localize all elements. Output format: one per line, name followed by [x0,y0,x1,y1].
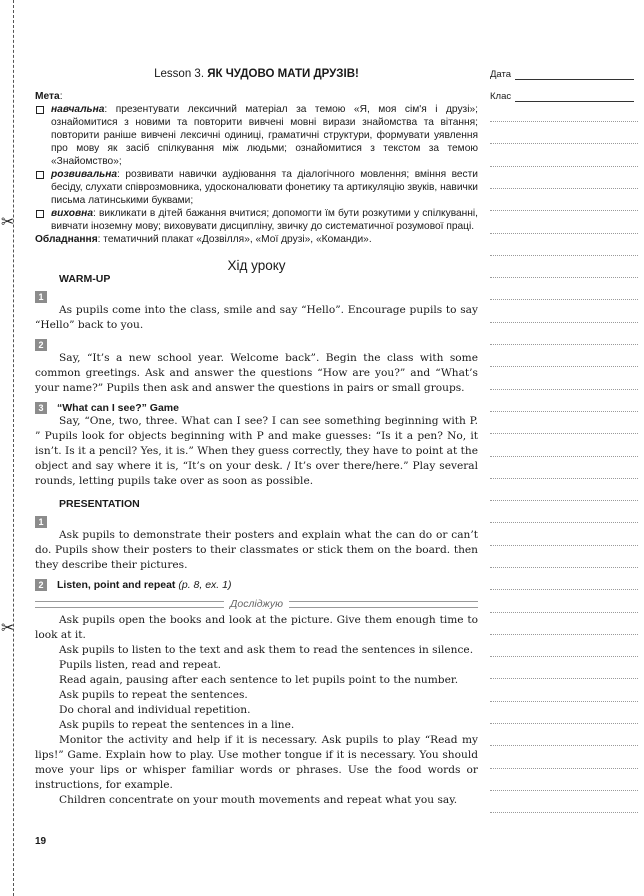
note-line [490,322,638,323]
objective-label: виховна [51,208,93,219]
note-line [490,723,638,724]
lesson-title [35,68,478,80]
warmup-title: WARM-UP [59,273,111,285]
warmup-step-1 [35,291,478,333]
lesson-plan-heading: Хід уроку [227,258,286,273]
note-line [490,188,638,189]
explore-line: Ask pupils to listen to the text and ask them to read the sentences in silence. [59,644,474,656]
class-field [490,90,640,102]
presentation-title: PRESENTATION [59,498,140,510]
note-line [490,768,638,769]
step-text: Say, “It’s a new school year. Welcome back”. Begin the class with some common greetings. Ask and answer the questions “How are you?” and “What’s your name?” Pupils then ask and answer the questions in pairs or small groups. [35,352,478,394]
objective-text: : презентувати лексичний матеріал за темою «Я, моя сім'я і друзі»; ознайомитися з новими та повторити вивчені мовні вирази знайомства та вітання; повторити раніше вивчені лексичні одиниці, граматичні структури, формувати уявлення про мову як засіб спілкування між людьми; ознайомитися з текстом за темою «Знайомство»; [51,104,478,167]
explore-line: Ask pupils to repeat the sentences. [59,689,248,701]
note-line [490,366,638,367]
note-line [490,411,638,412]
cut-line [13,0,14,896]
step-number: 2 [35,339,47,351]
step-reference: (p. 8, ex. 1) [178,579,232,591]
note-line [490,701,638,702]
explore-line: Read again, pausing after each sentence to let pupils point to the number. [59,674,459,686]
class-line [515,91,634,102]
presentation-step-1 [35,516,478,573]
step-title [57,579,231,591]
lesson-name: ЯК ЧУДОВО МАТИ ДРУЗІВ! [207,68,359,80]
step-text: Say, “One, two, three. What can I see? I can see something beginning with P. ” Pupils look for objects beginning with P and make guesses: “Is it a pen? No, it isn’t. Is it a pencil? Yes, it is.” When they guess correctly, they have to point at the object and say where it is, “It’s on your desk. / It’s over there/here.” Play several rounds, letting pupils take over as soon as possible. [35,415,478,487]
equipment-label: Обладнання [35,234,98,245]
explore-text [35,613,478,808]
side-notes [490,68,640,112]
note-line [490,277,638,278]
note-line [490,812,638,813]
scissors-icon: ✂ [1,212,15,231]
objective-upbringing [35,207,478,233]
lesson-meta [35,90,478,246]
note-line [490,612,638,613]
note-line [490,210,638,211]
page-number: 19 [35,836,47,847]
note-line [490,790,638,791]
note-line [490,589,638,590]
class-label: Клас [490,91,512,102]
warmup-step-2 [35,339,478,396]
goal-colon: : [59,91,63,102]
explore-line: Monitor the activity and help if it is necessary. Ask pupils to play “Read my lips!” Game. Explain how to play. Use mother tongue if it is necessary. You should move your lips or whisper familiar words or phrases. Use the food words or instructions, for example. [35,734,478,791]
note-line [490,255,638,256]
note-line [490,166,638,167]
objective-text: : викликати в дітей бажання вчитися; допомогти їм бути розкутими у спілкуванні, вивчати іноземну мову; виховувати дисципліну, звичку до систематичної розумової праці. [51,208,478,232]
note-line [490,299,638,300]
checkbox-icon [36,171,44,179]
note-line [490,478,638,479]
step-number: 2 [35,579,47,591]
objective-label: навчальна [51,104,105,115]
explore-divider [35,598,478,610]
note-line [490,634,638,635]
scissors-icon: ✂ [1,618,15,637]
note-line [490,344,638,345]
lesson-prefix: Lesson 3. [154,68,205,80]
equipment [35,233,478,246]
explore-label: Досліджую [229,598,284,610]
date-line [515,69,634,80]
note-line [490,522,638,523]
explore-line: Ask pupils open the books and look at the picture. Give them enough time to look at it. [35,614,478,641]
step-title-text: Listen, point and repeat [57,579,176,591]
explore-line: Do choral and individual repetition. [59,704,251,716]
note-line [490,656,638,657]
warmup-step-3 [35,402,478,489]
note-line [490,545,638,546]
explore-line: Ask pupils to repeat the sentences in a line. [59,719,295,731]
step-number: 3 [35,402,47,414]
goal-heading [35,90,478,103]
explore-line: Pupils listen, read and repeat. [59,659,222,671]
presentation-step-2 [35,579,478,591]
note-line [490,678,638,679]
note-line [490,456,638,457]
objective-educational [35,103,478,168]
step-text: As pupils come into the class, smile and say “Hello”. Encourage pupils to say “Hello” back to you. [35,304,478,331]
lesson-content [35,68,478,808]
date-label: Дата [490,69,512,80]
explore-line: Children concentrate on your mouth movements and repeat what you say. [59,794,458,806]
note-line [490,121,638,122]
date-field [490,68,640,80]
goal-label: Мета [35,91,60,102]
objective-developmental [35,168,478,207]
equipment-text: : тематичний плакат «Дозвілля», «Мої друзі», «Команди». [97,234,372,245]
note-line [490,433,638,434]
checkbox-icon [36,210,44,218]
objective-label: розвивальна [51,169,118,180]
checkbox-icon [36,106,44,114]
note-line [490,233,638,234]
note-line [490,143,638,144]
step-text: Ask pupils to demonstrate their posters and explain what the can do or can’t do. Pupils show their posters to their classmates or stick them on the board. then they describe their pictures. [35,529,478,571]
step-title: “What can I see?” Game [57,402,179,414]
note-line [490,389,638,390]
note-line [490,567,638,568]
objective-text: : розвивати навички аудіювання та діалогічного мовлення; вміння вести бесіду, слухати співрозмовника, удосконалювати фонетику та артикуляцію звуків, навички письма латинськими буквами; [51,169,478,206]
step-number: 1 [35,516,47,528]
note-line [490,500,638,501]
step-number: 1 [35,291,47,303]
note-line [490,745,638,746]
